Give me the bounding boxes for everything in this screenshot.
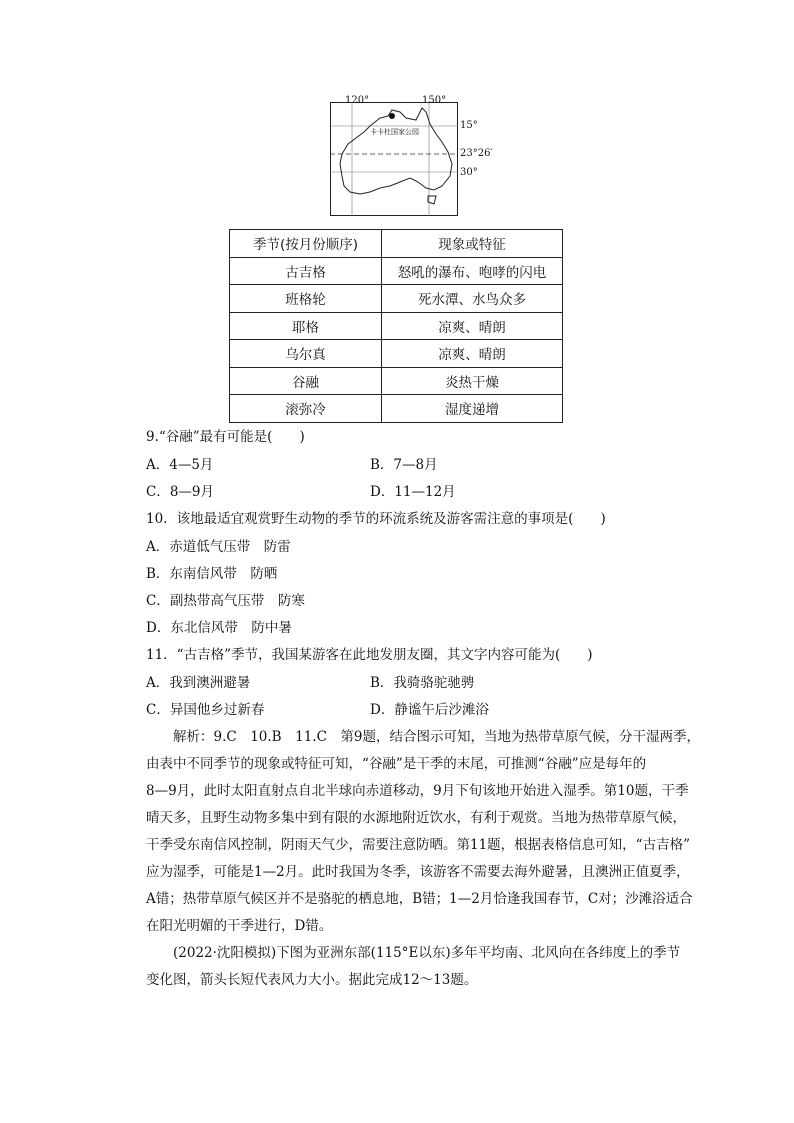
analysis-line: 应为湿季，可能是1—2月。此时我国为冬季，该游客不需要去海外避暑，且澳洲正值夏季， <box>146 864 690 880</box>
australia-map <box>330 92 493 217</box>
lon-label-120: 120° <box>345 95 370 106</box>
table-cell-season: 耶格 <box>230 312 382 340</box>
analysis-line: 8—9月，此时太阳直射点自北半球向赤道移动，9月下旬该地开始进入湿季。第10题，干季 <box>146 783 689 799</box>
question-11-stem: 11．“古吉格”季节，我国某游客在此地发朋友圈，其文字内容可能为( ) <box>146 647 593 663</box>
question-9-option-b: B．7—8月 <box>370 457 438 473</box>
map-drawing <box>330 92 465 217</box>
table-row <box>230 312 563 340</box>
table-row <box>230 257 563 285</box>
question-10-option-c: C．副热带高气压带 防寒 <box>146 593 305 609</box>
question-10-option-d: D．东北信风带 防中暑 <box>146 620 292 636</box>
table-header-cell: 现象或特征 <box>382 230 563 258</box>
table-cell-season: 滚弥冷 <box>230 395 382 423</box>
analysis-line: 解析：9.C 10.B 11.C 第9题，结合图示可知，当地为热带草原气候，分干湿两季， <box>146 729 700 745</box>
table-cell-feature: 怒吼的瀑布、咆哮的闪电 <box>382 257 563 285</box>
table-cell-feature: 炎热干燥 <box>382 367 563 395</box>
table-row <box>230 395 563 423</box>
question-11-option-d: D．静谧午后沙滩浴 <box>370 702 489 718</box>
analysis-line: 由表中不同季节的现象或特征可知，“谷融”是干季的末尾，可推测“谷融”应是每年的 <box>146 756 647 772</box>
question-10-stem: 10．该地最适宜观赏野生动物的季节的环流系统及游客需注意的事项是( ) <box>146 511 606 527</box>
lon-label-150: 150° <box>422 95 447 106</box>
question-10-option-a: A．赤道低气压带 防雷 <box>146 539 291 555</box>
table-cell-season: 乌尔真 <box>230 340 382 368</box>
question-10-option-b: B．东南信风带 防晒 <box>146 566 278 582</box>
park-label: 卡卡杜国家公园 <box>370 128 419 136</box>
intro-line: (2022·沈阳模拟)下图为亚洲东部(115°E以东)多年平均南、北风向在各纬度上的季节 <box>146 945 681 961</box>
table-row <box>230 340 563 368</box>
intro-line: 变化图，箭头长短代表风力大小。据此完成12～13题。 <box>146 972 478 988</box>
analysis-line: 在阳光明媚的干季进行，D错。 <box>146 918 333 934</box>
lat-label-tropic: 23°26′ <box>460 148 493 159</box>
lat-label-30: 30° <box>460 167 478 178</box>
question-9-option-d: D．11—12月 <box>370 484 456 500</box>
analysis-line: 晴天多，且野生动物多集中到有限的水源地附近饮水，有利于观赏。当地为热带草原气候， <box>146 810 686 826</box>
table-header-row <box>230 230 563 258</box>
park-marker <box>389 113 395 119</box>
table-row <box>230 367 563 395</box>
table-header-cell: 季节(按月份顺序) <box>230 230 382 258</box>
lat-label-15: 15° <box>460 120 478 131</box>
table-cell-feature: 凉爽、晴朗 <box>382 340 563 368</box>
question-9-option-c: C．8—9月 <box>146 484 215 500</box>
question-9-stem: 9.“谷融”最有可能是( ) <box>146 429 305 445</box>
question-11-option-a: A．我到澳洲避暑 <box>146 675 251 691</box>
table-cell-season: 班格轮 <box>230 285 382 313</box>
table-cell-feature: 死水潭、水鸟众多 <box>382 285 563 313</box>
season-table <box>229 229 563 423</box>
question-11-option-b: B．我骑骆驼驰骋 <box>370 675 475 691</box>
table-cell-feature: 凉爽、晴朗 <box>382 312 563 340</box>
table-row <box>230 285 563 313</box>
analysis-line: 干季受东南信风控制，阴雨天气少，需要注意防晒。第11题，根据表格信息可知，“古吉格” <box>146 837 690 853</box>
table-cell-feature: 湿度递增 <box>382 395 563 423</box>
table-cell-season: 谷融 <box>230 367 382 395</box>
question-11-option-c: C．异国他乡过新春 <box>146 702 265 718</box>
question-9-option-a: A．4—5月 <box>146 457 214 473</box>
table-cell-season: 古吉格 <box>230 257 382 285</box>
analysis-line: A错；热带草原气候区并不是骆驼的栖息地，B错；1—2月恰逢我国春节，C对；沙滩浴适合 <box>146 891 693 907</box>
